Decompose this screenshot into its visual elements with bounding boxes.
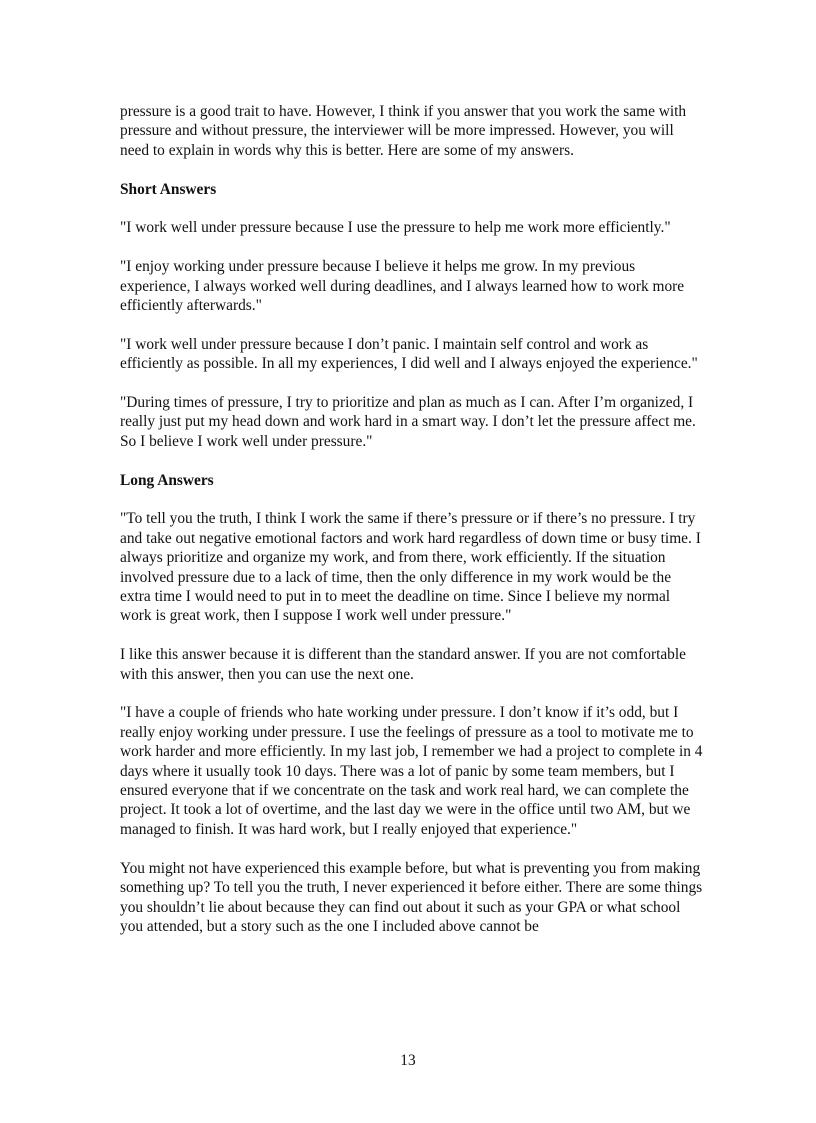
long-answer-1: "To tell you the truth, I think I work the same if there’s pressure or if there’s no pressure. I try and take out negative emotional factors and work hard regardless of down time or busy time. I always prioritize and organize my work, and from there, work efficiently. If the situation involved pressure due to a lack of time, then the only difference in my work would be the extra time I would need to put in to meet the deadline on time. Since I believe my normal work is great work, then I suppose I work well under pressure." [120,510,701,625]
long-answers-heading: Long Answers [120,471,214,489]
long-answer-2-comment: You might not have experienced this example before, but what is preventing you from making something up? To tell you the truth, I never experienced it before either. There are some things you shouldn’t lie about because they can find out about it such as your GPA or what school you attended, but a story such as the one I included above cannot be [120,859,703,935]
long-answer-1-comment: I like this answer because it is different than the standard answer. If you are not comfortable with this answer, then you can use the next one. [120,646,686,683]
page-number: 13 [400,1052,416,1069]
short-answer-3: "I work well under pressure because I don’t panic. I maintain self control and work as efficiently as possible. In all my experiences, I did well and I always enjoyed the experience." [120,335,698,373]
short-answer-4: "During times of pressure, I try to prioritize and plan as much as I can. After I’m organized, I really just put my head down and work hard in a smart way. I don’t let the pressure affect me. So I believe I work well under pressure." [120,394,696,450]
long-answer-2: "I have a couple of friends who hate working under pressure. I don’t know if it’s odd, but I really enjoy working under pressure. I use the feelings of pressure as a tool to motivate me to work harder and more efficiently. In my last job, I remember we had a project to complete in 4 days where it usually took 10 days. There was a lot of panic by some team members, but I ensured everyone that if we concentrate on the task and work real hard, we can complete the project. It took a lot of overtime, and the last day we were in the office until two AM, but we managed to finish. It was hard work, but I really enjoyed that experience." [120,704,703,838]
intro-paragraph: pressure is a good trait to have. However, I think if you answer that you work the same with pressure and without pressure, the interviewer will be more impressed. However, you will need to explain in words why this is better. Here are some of my answers. [120,103,687,159]
short-answer-2: "I enjoy working under pressure because I believe it helps me grow. In my previous experience, I always worked well during deadlines, and I always learned how to work more efficiently afterwards." [120,258,685,315]
short-answers-heading: Short Answers [120,180,217,198]
page-body [120,102,705,956]
short-answer-1: "I work well under pressure because I use the pressure to help me work more efficiently." [120,219,671,237]
